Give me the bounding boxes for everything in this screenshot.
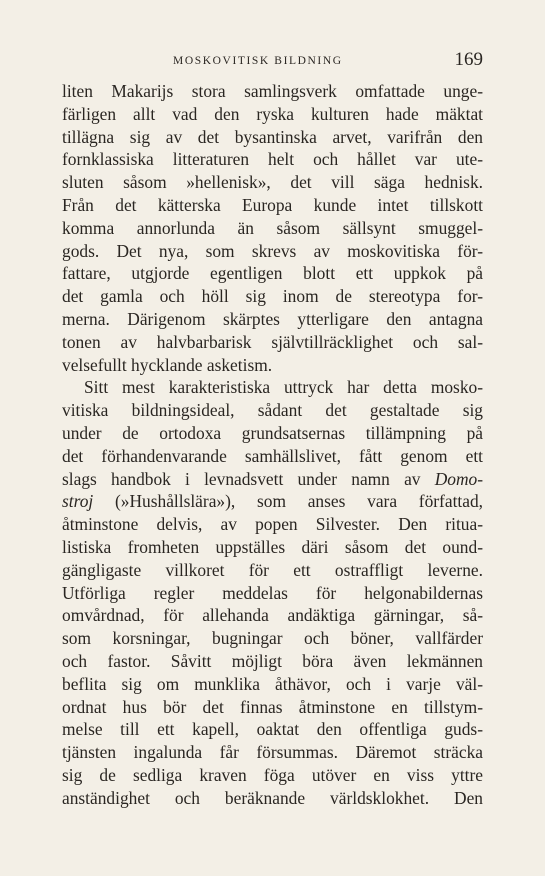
text-line: anständighet och beräknande världsklokhet. Den <box>62 787 483 808</box>
text-segment: (»Hushållslära»), som anses vara författad, <box>115 491 483 512</box>
text-line: fornklassiska litteraturen helt och hållet var ute- <box>62 149 483 170</box>
text-line: sluten såsom »hellenisk», det vill säga hednisk. <box>62 172 483 193</box>
text-line: tonen av halvbarbarisk självtillräcklighet och sal- <box>62 331 483 352</box>
text-line: under de ortodoxa grundsatsernas tillämpning på <box>62 422 483 443</box>
text-line: tjänsten ingalunda får försummas. Däremot sträcka <box>62 742 483 763</box>
text-line: färligen allt vad den ryska kulturen hade mäktat <box>62 103 483 124</box>
text-line: fattare, utgjorde egentligen blott ett uppkok på <box>62 263 483 284</box>
text-line: gängligaste villkoret för ett ostraffligt leverne. <box>62 559 483 580</box>
running-head <box>62 49 483 71</box>
text-line: melse till ett kapell, oaktat den offentliga guds- <box>62 719 483 740</box>
text-line: beflita sig om munklika åthävor, och i varje väl- <box>62 673 483 694</box>
text-line: och fastor. Såvitt möjligt böra även lekmännen <box>62 650 483 671</box>
text-line: velsefullt hycklande asketism. <box>62 354 273 375</box>
text-line: sig de sedliga kraven föga utöver en viss yttre <box>62 764 483 785</box>
page-number: 169 <box>454 49 483 70</box>
text-line: listiska fromheten uppställes däri såsom det ound- <box>62 536 483 557</box>
italic-title: stroj <box>62 491 94 512</box>
text-line: gods. Det nya, som skrevs av moskovitiska för- <box>62 240 483 261</box>
text-segment: slags handbok i levnadsvett under namn av <box>62 468 421 489</box>
text-line: komma annorlunda än såsom sällsynt smuggel- <box>62 217 483 238</box>
text-line: Utförliga regler meddelas för helgonabildernas <box>62 582 483 603</box>
paragraph-2 <box>62 376 483 809</box>
text-line-with-italic <box>62 490 483 513</box>
text-line: ordnat hus bör det finnas åtminstone en tillstym- <box>62 696 483 717</box>
text-line: merna. Därigenom skärptes ytterligare den antagna <box>62 308 483 329</box>
italic-title: Domo- <box>434 468 484 489</box>
text-line-with-italic <box>62 468 483 491</box>
text-line: liten Makarijs stora samlingsverk omfattade unge- <box>62 81 483 101</box>
text-line: det förhandenvarande samhällslivet, fått genom ett <box>62 445 483 466</box>
text-line: omvårdnad, för allehanda andäktiga gärningar, så- <box>62 605 483 626</box>
text-line: tillägna sig av det bysantinska arvet, varifrån den <box>62 126 483 147</box>
text-line: Sitt mest karakteristiska uttryck har detta mosko- <box>84 377 483 398</box>
text-line: vitiska bildningsideal, sådant det gestaltade sig <box>62 400 483 421</box>
body-text <box>62 80 483 810</box>
text-line: Från det kätterska Europa kunde intet tillskott <box>62 194 483 215</box>
text-line: som korsningar, bugningar och böner, vallfärder <box>62 628 483 649</box>
text-line: åtminstone delvis, av popen Silvester. Den ritua- <box>62 514 483 535</box>
text-line: det gamla och höll sig inom de stereotypa for- <box>62 286 483 307</box>
running-title: MOSKOVITISK BILDNING <box>173 55 343 67</box>
paragraph-1 <box>62 80 483 376</box>
